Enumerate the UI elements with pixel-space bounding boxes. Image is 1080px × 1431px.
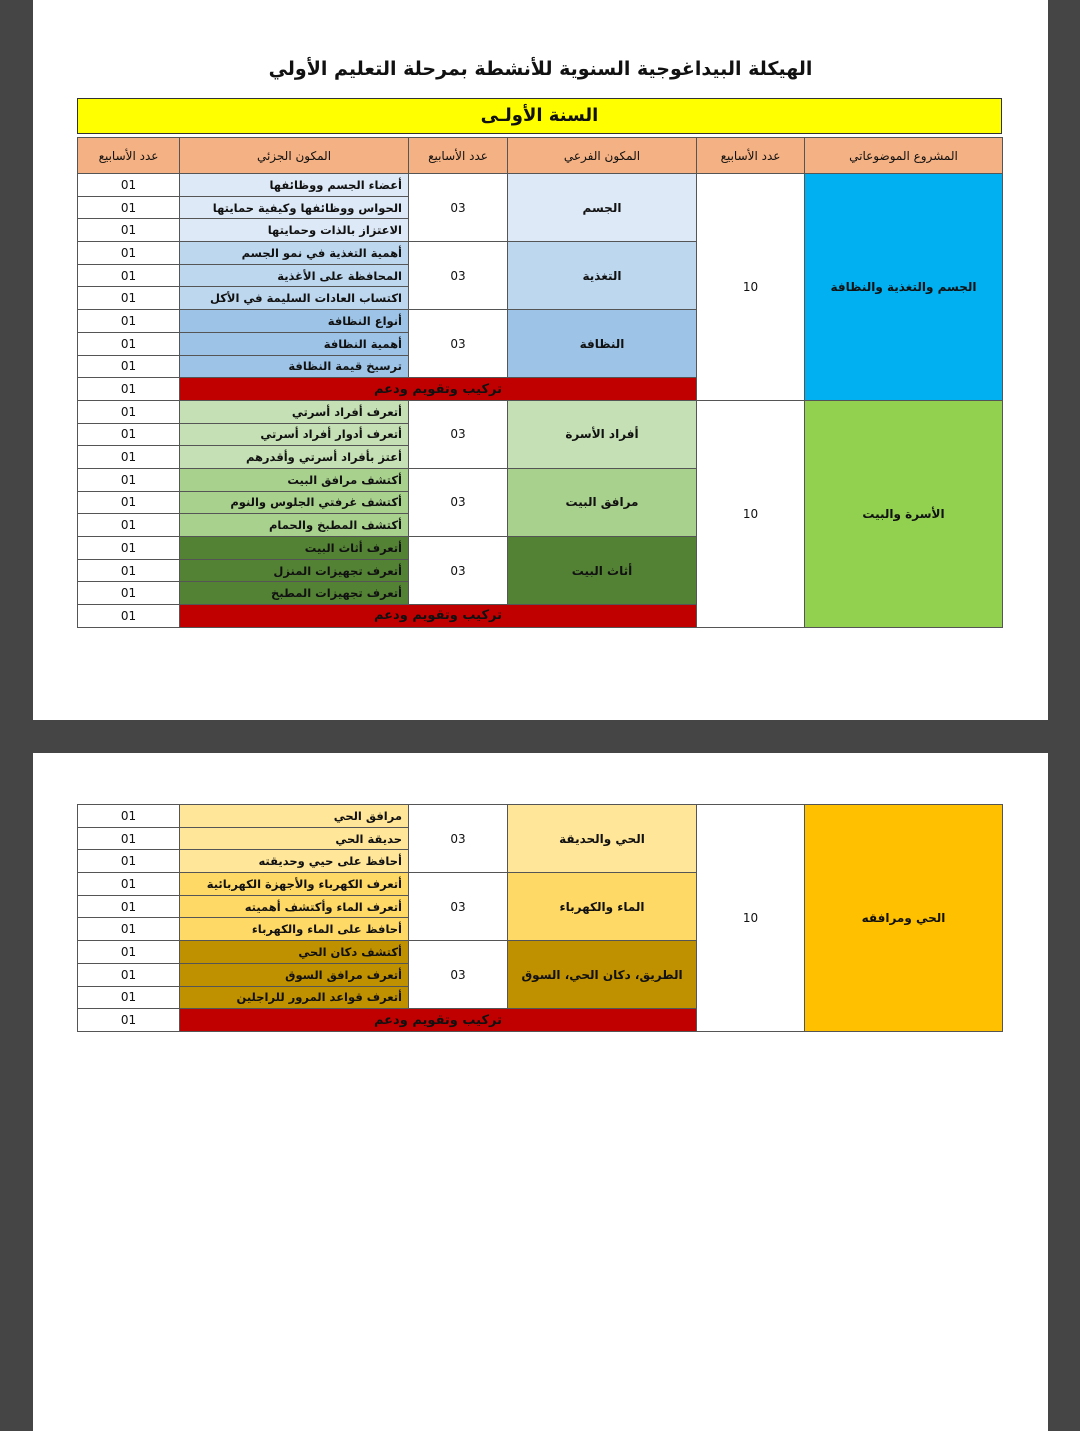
project-weeks-cell: 10 — [697, 805, 805, 1032]
component-name-cell: الحي والحديقة — [508, 805, 697, 873]
weeks-cell: 01 — [78, 895, 180, 918]
year-banner: السنة الأولـى — [77, 98, 1002, 134]
weeks-cell: 01 — [78, 582, 180, 605]
weeks-cell: 01 — [78, 310, 180, 333]
sub-component-cell: حديقة الحي — [180, 827, 409, 850]
weeks-cell: 01 — [78, 1009, 180, 1032]
weeks-cell: 01 — [78, 873, 180, 896]
sub-component-cell: أعضاء الجسم ووظائفها — [180, 174, 409, 197]
weeks-cell: 01 — [78, 918, 180, 941]
component-weeks-cell: 03 — [409, 537, 508, 605]
sub-component-cell: أكتشف مرافق البيت — [180, 468, 409, 491]
project-name-cell: الأسرة والبيت — [805, 400, 1003, 627]
synthesis-cell: تركيب وتقويم ودعم — [180, 1009, 697, 1032]
sub-component-cell: أتعرف الكهرباء والأجهزة الكهربائية — [180, 873, 409, 896]
sub-component-cell: اكتساب العادات السليمة في الأكل — [180, 287, 409, 310]
weeks-cell: 01 — [78, 196, 180, 219]
synthesis-cell: تركيب وتقويم ودعم — [180, 378, 697, 401]
header-sub-component: المكون الجزئي — [180, 138, 409, 174]
weeks-cell: 01 — [78, 605, 180, 628]
sub-component-cell: أهمية التغذية في نمو الجسم — [180, 242, 409, 265]
component-weeks-cell: 03 — [409, 310, 508, 378]
component-name-cell: أفراد الأسرة — [508, 400, 697, 468]
project-weeks-cell: 10 — [697, 400, 805, 627]
synthesis-cell: تركيب وتقويم ودعم — [180, 605, 697, 628]
component-name-cell: مرافق البيت — [508, 468, 697, 536]
component-weeks-cell: 03 — [409, 400, 508, 468]
weeks-cell: 01 — [78, 491, 180, 514]
sub-component-cell: أتعرف أفراد أسرتي — [180, 400, 409, 423]
weeks-cell: 01 — [78, 827, 180, 850]
header-weeks: عدد الأسابيع — [78, 138, 180, 174]
sub-component-cell: المحافظة على الأغذية — [180, 264, 409, 287]
weeks-cell: 01 — [78, 378, 180, 401]
weeks-cell: 01 — [78, 468, 180, 491]
component-name-cell: التغذية — [508, 242, 697, 310]
weeks-cell: 01 — [78, 174, 180, 197]
sub-component-cell: ترسيخ قيمة النظافة — [180, 355, 409, 378]
component-name-cell: الماء والكهرباء — [508, 873, 697, 941]
weeks-cell: 01 — [78, 559, 180, 582]
sub-component-cell: أهمية النظافة — [180, 332, 409, 355]
weeks-cell: 01 — [78, 963, 180, 986]
weeks-cell: 01 — [78, 400, 180, 423]
header-component: المكون الفرعي — [508, 138, 697, 174]
table-header-row — [78, 138, 1003, 174]
component-weeks-cell: 03 — [409, 941, 508, 1009]
sub-component-cell: مرافق الحي — [180, 805, 409, 828]
weeks-cell: 01 — [78, 264, 180, 287]
table-row — [78, 400, 1003, 423]
weeks-cell: 01 — [78, 287, 180, 310]
sub-component-cell: الحواس ووظائفها وكيفية حمايتها — [180, 196, 409, 219]
header-project: المشروع الموضوعاتي — [805, 138, 1003, 174]
component-weeks-cell: 03 — [409, 242, 508, 310]
sub-component-cell: أتعرف أثاث البيت — [180, 537, 409, 560]
header-component-weeks: عدد الأسابيع — [409, 138, 508, 174]
sub-component-cell: أتعرف مرافق السوق — [180, 963, 409, 986]
sub-component-cell: أعتز بأفراد أسرتي وأقدرهم — [180, 446, 409, 469]
sub-component-cell: أتعرف الماء وأكتشف أهميته — [180, 895, 409, 918]
project-name-cell: الحي ومرافقه — [805, 805, 1003, 1032]
header-project-weeks: عدد الأسابيع — [697, 138, 805, 174]
sub-component-cell: الاعتزاز بالذات وحمايتها — [180, 219, 409, 242]
sub-component-cell: أتعرف تجهيزات المنزل — [180, 559, 409, 582]
component-weeks-cell: 03 — [409, 805, 508, 873]
weeks-cell: 01 — [78, 355, 180, 378]
component-weeks-cell: 03 — [409, 174, 508, 242]
weeks-cell: 01 — [78, 514, 180, 537]
curriculum-table-1 — [77, 137, 1003, 628]
document-page-2 — [33, 753, 1048, 1431]
weeks-cell: 01 — [78, 332, 180, 355]
project-name-cell: الجسم والتغذية والنظافة — [805, 174, 1003, 401]
component-name-cell: الجسم — [508, 174, 697, 242]
sub-component-cell: أحافظ على الماء والكهرباء — [180, 918, 409, 941]
component-name-cell: أثاث البيت — [508, 537, 697, 605]
weeks-cell: 01 — [78, 805, 180, 828]
project-weeks-cell: 10 — [697, 174, 805, 401]
weeks-cell: 01 — [78, 219, 180, 242]
table-row — [78, 805, 1003, 828]
component-name-cell: الطريق، دكان الحي، السوق — [508, 941, 697, 1009]
sub-component-cell: أنواع النظافة — [180, 310, 409, 333]
weeks-cell: 01 — [78, 941, 180, 964]
sub-component-cell: أتعرف قواعد المرور للراجلين — [180, 986, 409, 1009]
component-name-cell: النظافة — [508, 310, 697, 378]
sub-component-cell: أحافظ على حيي وحديقته — [180, 850, 409, 873]
sub-component-cell: أكتشف دكان الحي — [180, 941, 409, 964]
weeks-cell: 01 — [78, 423, 180, 446]
sub-component-cell: أتعرف أدوار أفراد أسرتي — [180, 423, 409, 446]
weeks-cell: 01 — [78, 986, 180, 1009]
weeks-cell: 01 — [78, 242, 180, 265]
document-page-1 — [33, 0, 1048, 720]
weeks-cell: 01 — [78, 850, 180, 873]
sub-component-cell: أكتشف المطبخ والحمام — [180, 514, 409, 537]
component-weeks-cell: 03 — [409, 468, 508, 536]
weeks-cell: 01 — [78, 446, 180, 469]
sub-component-cell: أتعرف تجهيزات المطبخ — [180, 582, 409, 605]
table-row — [78, 174, 1003, 197]
document-title: الهيكلة البيداغوجية السنوية للأنشطة بمرحلة التعليم الأولي — [268, 58, 813, 80]
curriculum-table-2 — [77, 804, 1003, 1032]
component-weeks-cell: 03 — [409, 873, 508, 941]
weeks-cell: 01 — [78, 537, 180, 560]
sub-component-cell: أكتشف غرفتي الجلوس والنوم — [180, 491, 409, 514]
